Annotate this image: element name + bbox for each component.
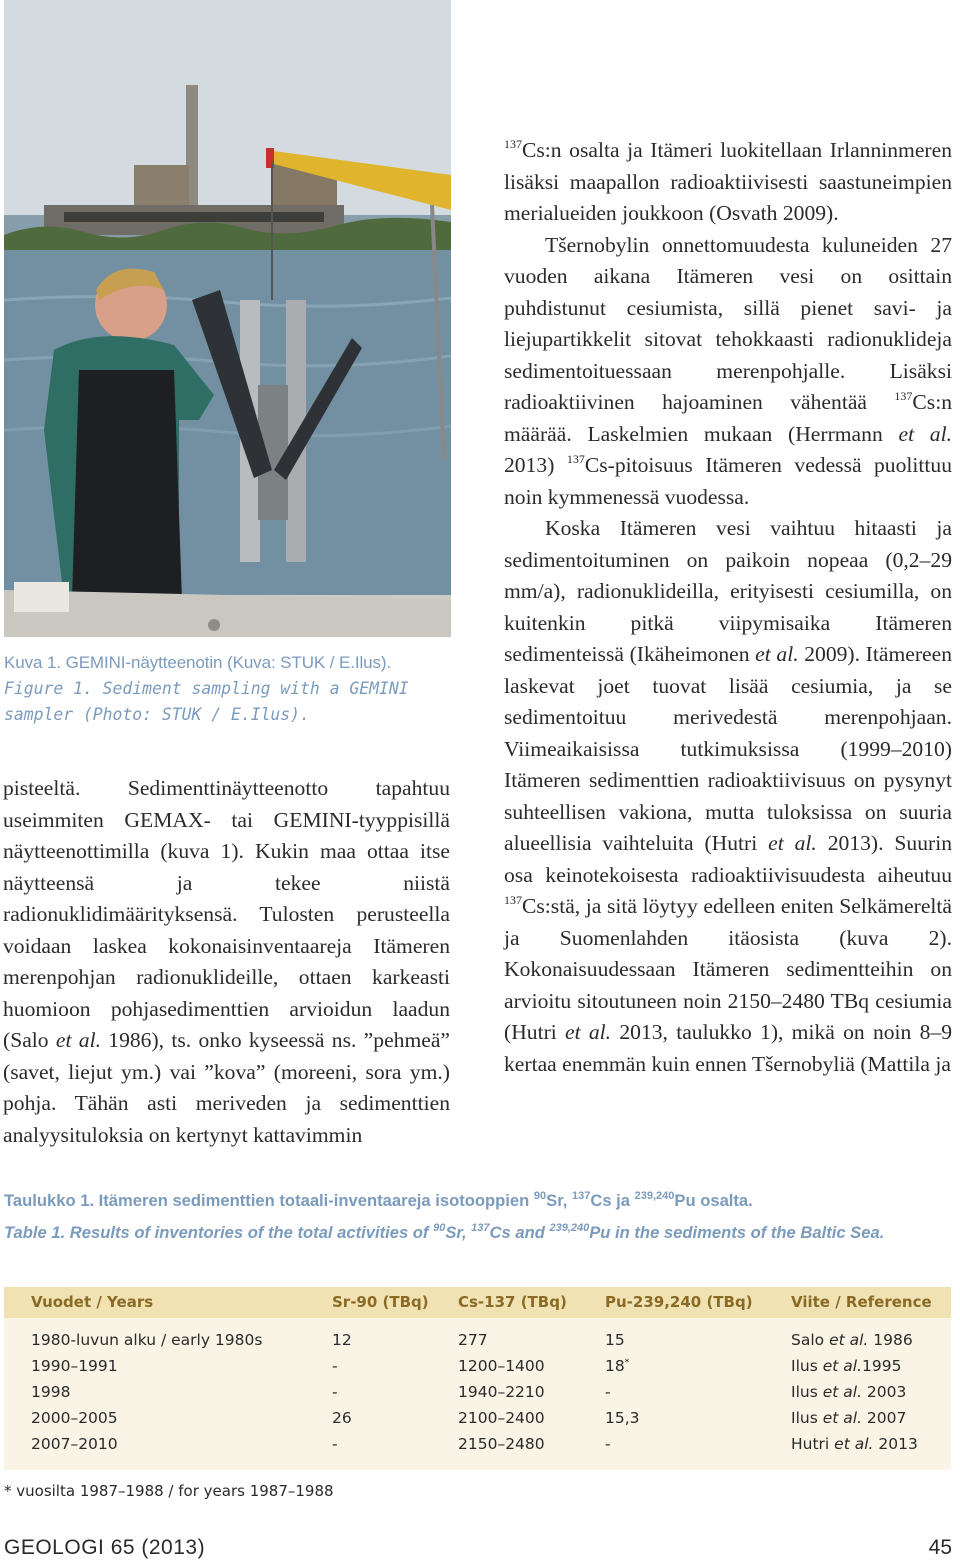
cell-cs: 1200–1400 [458, 1357, 545, 1375]
caption-text: Cs and [489, 1223, 550, 1242]
cell-pu-value: - [605, 1383, 611, 1401]
cell-ref-etal: et al. [822, 1409, 862, 1427]
cell-cs: 2100–2400 [458, 1409, 545, 1427]
cell-ref-author: Hutri [791, 1435, 835, 1453]
cell-years: 1998 [31, 1383, 71, 1401]
cell-pu [605, 1383, 611, 1401]
cell-ref-year: 2003 [862, 1383, 907, 1401]
table-caption-en [4, 1220, 944, 1246]
cell-ref [791, 1357, 901, 1375]
caption-text: Pu in the sediments of the Baltic Sea. [589, 1223, 885, 1242]
caption-text: Pu osalta. [674, 1191, 753, 1210]
superscript: 137 [504, 137, 522, 151]
right-text: 2013) [504, 453, 567, 477]
caption-text: Taulukko 1. Itämeren sedimenttien totaali-inventaareja isotooppien [4, 1191, 534, 1210]
left-text-a: pisteeltä. Sedimenttinäytteenotto tapahtuu useimmiten GEMAX- tai GEMINI-tyyppisillä näytteenottimilla (kuva 1). Kukin maa ottaa itse näytteensä ja tekee niistä radionuklidimäärityksensä. Tulosten perusteella voidaan laskea kokonaisinventaareja Itämeren merenpohjan radionuklideille, ottaen karkeasti huomioon pohjasedimenttien arvioidun laadun (Salo [3, 776, 450, 1052]
cell-ref-etal: et al. [829, 1331, 869, 1349]
cell-years: 2000–2005 [31, 1409, 118, 1427]
et-al: et al. [755, 642, 799, 666]
caption-text: Sr, [546, 1191, 572, 1210]
cell-ref [791, 1331, 913, 1349]
cell-pu-value: - [605, 1435, 611, 1453]
et-al: et al. [55, 1028, 101, 1052]
page-number: 45 [928, 1536, 952, 1559]
right-text: Cs:n osalta ja Itämeri luokitellaan Irlanninmeren lisäksi maapallon radioaktiivisesti saastuneimpien merialueiden joukkoon (Osvath 2009). [504, 138, 952, 225]
superscript: 137 [894, 389, 913, 403]
caption-sup: 137 [571, 1190, 591, 1202]
journal-footer: GEOLOGI 65 (2013) [4, 1536, 206, 1559]
header-sr90: Sr-90 (TBq) [332, 1293, 429, 1311]
right-paragraph-1 [504, 135, 952, 230]
right-text: 2013, taulukko 1), mikä on noin 8–9 kertaa enemmän kuin ennen Tšernobyliä (Mattila ja [504, 1020, 953, 1076]
right-text: Koska Itämeren vesi vaihtuu hitaasti ja sedimentoituminen on paikoin nopeaa (0,2–29 mm/a), radionuklideilla, erityisesti cesiumilla, on kuitenkin pitkä viipymisaika Itämeren sedimenteissä (Ikäheimonen [504, 516, 952, 666]
cell-ref-author: Ilus [791, 1357, 823, 1375]
header-reference: Viite / Reference [791, 1293, 932, 1311]
cell-pu-value: 18 [605, 1357, 625, 1375]
caption-sup: 90 [433, 1222, 446, 1234]
inventory-table [4, 1287, 951, 1470]
left-column [3, 773, 450, 1151]
superscript: 137 [504, 893, 522, 907]
cell-pu-value: 15 [605, 1331, 625, 1349]
cell-ref [791, 1409, 906, 1427]
cell-sr: - [332, 1435, 338, 1453]
figure-caption [4, 650, 454, 728]
table-caption [4, 1188, 944, 1246]
cell-ref-author: Salo [791, 1331, 830, 1349]
right-text: 2013). Suurin osa keinotekoisesta radioaktiivisuudesta aiheutuu [504, 831, 952, 887]
cell-ref-etal: et al. [822, 1357, 862, 1375]
cell-sr: 12 [332, 1331, 352, 1349]
cell-ref-author: Ilus [791, 1383, 823, 1401]
table-footnote: * vuosilta 1987–1988 / for years 1987–1988 [4, 1482, 334, 1500]
cell-pu [605, 1331, 625, 1349]
cell-cs: 1940–2210 [458, 1383, 545, 1401]
figure-caption-en: Figure 1. Sediment sampling with a GEMINI sampler (Photo: STUK / E.Ilus). [4, 679, 409, 724]
right-text: Cs:stä, ja sitä löytyy edelleen eniten Selkämereltä ja Suomenlahden itäosista (kuva 2). Kokonaisuudessaan Itämeren sedimentteihin on arvioitu sitoutuneen noin 2150–2480 TBq cesiumia (Hutri [504, 894, 952, 1044]
right-text: Tšernobylin onnettomuudesta kuluneiden 27 vuoden aikana Itämeren vesi on osittain puhdistunut cesiumista, sillä pienet savi- ja liejupartikkelit sitovat tehokkaasti radionuklideja sedimentoituessaan merenpohjalle. Lisäksi radioaktiivinen hajoaminen vähentää [504, 232, 952, 414]
left-text-b: 1986), ts. onko kyseessä ns. ”pehmeä” (savet, liejut ym.) vai ”kova” (moreeni, sora ym.) pohja. Tähän asti meriveden ja sedimenttien analyysituloksia on kertynyt kattavimmin [3, 1028, 450, 1147]
header-pu239: Pu-239,240 (TBq) [605, 1293, 753, 1311]
cell-ref-year: 1986 [868, 1331, 913, 1349]
figure-caption-fi: Kuva 1. GEMINI-näytteenotin (Kuva: STUK / E.Ilus). [4, 653, 392, 672]
cell-ref-year: 2013 [873, 1435, 918, 1453]
caption-text: Cs ja [590, 1191, 635, 1210]
cell-years: 1990–1991 [31, 1357, 118, 1375]
cell-sr: 26 [332, 1409, 352, 1427]
cell-ref-author: Ilus [791, 1409, 823, 1427]
cell-years: 2007–2010 [31, 1435, 118, 1453]
caption-sup: 137 [471, 1222, 490, 1234]
photo-illustration [4, 0, 451, 637]
caption-sup: 239,240 [549, 1222, 590, 1234]
cell-ref-year: 1995 [862, 1357, 902, 1375]
right-paragraph-3 [504, 513, 952, 1080]
et-al: et al. [898, 421, 952, 446]
cell-pu [605, 1357, 629, 1375]
cell-pu [605, 1435, 611, 1453]
cell-pu-value: 15,3 [605, 1409, 640, 1427]
cell-ref-year: 2007 [862, 1409, 907, 1427]
et-al: et al. [565, 1020, 612, 1044]
cell-ref-etal: et al. [834, 1435, 874, 1453]
right-text: Cs:n määrää. Laskelmien mukaan (Herrmann [504, 390, 952, 446]
sampler-photo [4, 0, 451, 637]
left-paragraph [3, 773, 450, 1151]
cell-pu [605, 1409, 640, 1427]
et-al: et al. [768, 831, 817, 855]
cell-ref [791, 1435, 918, 1453]
caption-text: Table 1. Results of inventories of the total activities of [4, 1223, 434, 1242]
cell-sr: - [332, 1357, 338, 1375]
table-caption-fi [4, 1188, 944, 1214]
caption-sup: 239,240 [634, 1190, 675, 1202]
header-cs137: Cs-137 (TBq) [458, 1293, 567, 1311]
cell-sr: - [332, 1383, 338, 1401]
cell-years: 1980-luvun alku / early 1980s [31, 1331, 263, 1349]
cell-cs: 2150–2480 [458, 1435, 545, 1453]
header-years: Vuodet / Years [31, 1293, 154, 1311]
right-paragraph-2 [504, 230, 952, 514]
cell-pu-sup: * [624, 1358, 630, 1368]
cell-cs: 277 [458, 1331, 488, 1349]
cell-ref [791, 1383, 906, 1401]
right-text: 2009). Itämereen laskevat joet tuovat lisää cesiumia, ja se sedimentoituu merivedestä merenpohjaan. Viimeaikaisissa tutkimuksissa (1999–2010) Itämeren sedimenttien radioaktiivisuus on pysynyt suhteellisen vakiona, mutta tuloksissa on suuria alueellisia vaihteluita (Hutri [504, 642, 952, 855]
superscript: 137 [566, 452, 585, 466]
table-header-row [4, 1287, 951, 1318]
caption-text: Sr, [445, 1223, 472, 1242]
right-text: Cs-pitoisuus Itämeren vedessä puolittuu noin kymmenessä vuodessa. [504, 453, 952, 509]
cell-ref-etal: et al. [822, 1383, 862, 1401]
caption-sup: 90 [533, 1190, 547, 1202]
right-column [504, 135, 952, 1080]
